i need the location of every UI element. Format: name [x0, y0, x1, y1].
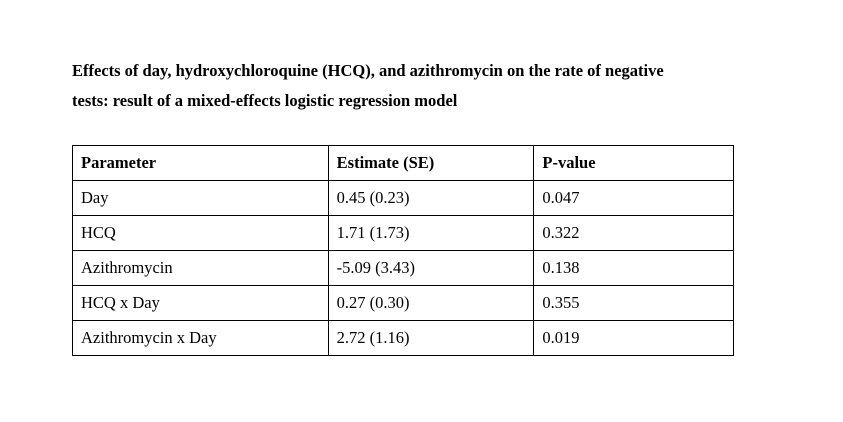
p-value-cell: 0.019 [534, 321, 734, 356]
p-value-cell: 0.047 [534, 181, 734, 216]
table-row [73, 251, 734, 286]
p-value-cell: 0.322 [534, 216, 734, 251]
table-caption [72, 56, 792, 116]
table-row [73, 216, 734, 251]
estimate-cell: 0.27 (0.30) [328, 286, 534, 321]
estimate-cell: 2.72 (1.16) [328, 321, 534, 356]
parameter-cell: Azithromycin [73, 251, 329, 286]
parameter-cell: HCQ [73, 216, 329, 251]
estimate-cell: 0.45 (0.23) [328, 181, 534, 216]
p-value-cell: 0.355 [534, 286, 734, 321]
estimate-cell: -5.09 (3.43) [328, 251, 534, 286]
parameter-cell: Azithromycin x Day [73, 321, 329, 356]
table-header-row [73, 146, 734, 181]
header-estimate: Estimate (SE) [328, 146, 534, 181]
parameter-cell: HCQ x Day [73, 286, 329, 321]
header-parameter: Parameter [73, 146, 329, 181]
table-row [73, 286, 734, 321]
regression-results-table [72, 145, 734, 356]
p-value-cell: 0.138 [534, 251, 734, 286]
header-p-value: P-value [534, 146, 734, 181]
table-row [73, 321, 734, 356]
table-row [73, 181, 734, 216]
caption-line-1: Effects of day, hydroxychloroquine (HCQ), and azithromycin on the rate of negative [72, 61, 664, 80]
estimate-cell: 1.71 (1.73) [328, 216, 534, 251]
caption-line-2: tests: result of a mixed-effects logistic regression model [72, 91, 458, 110]
parameter-cell: Day [73, 181, 329, 216]
